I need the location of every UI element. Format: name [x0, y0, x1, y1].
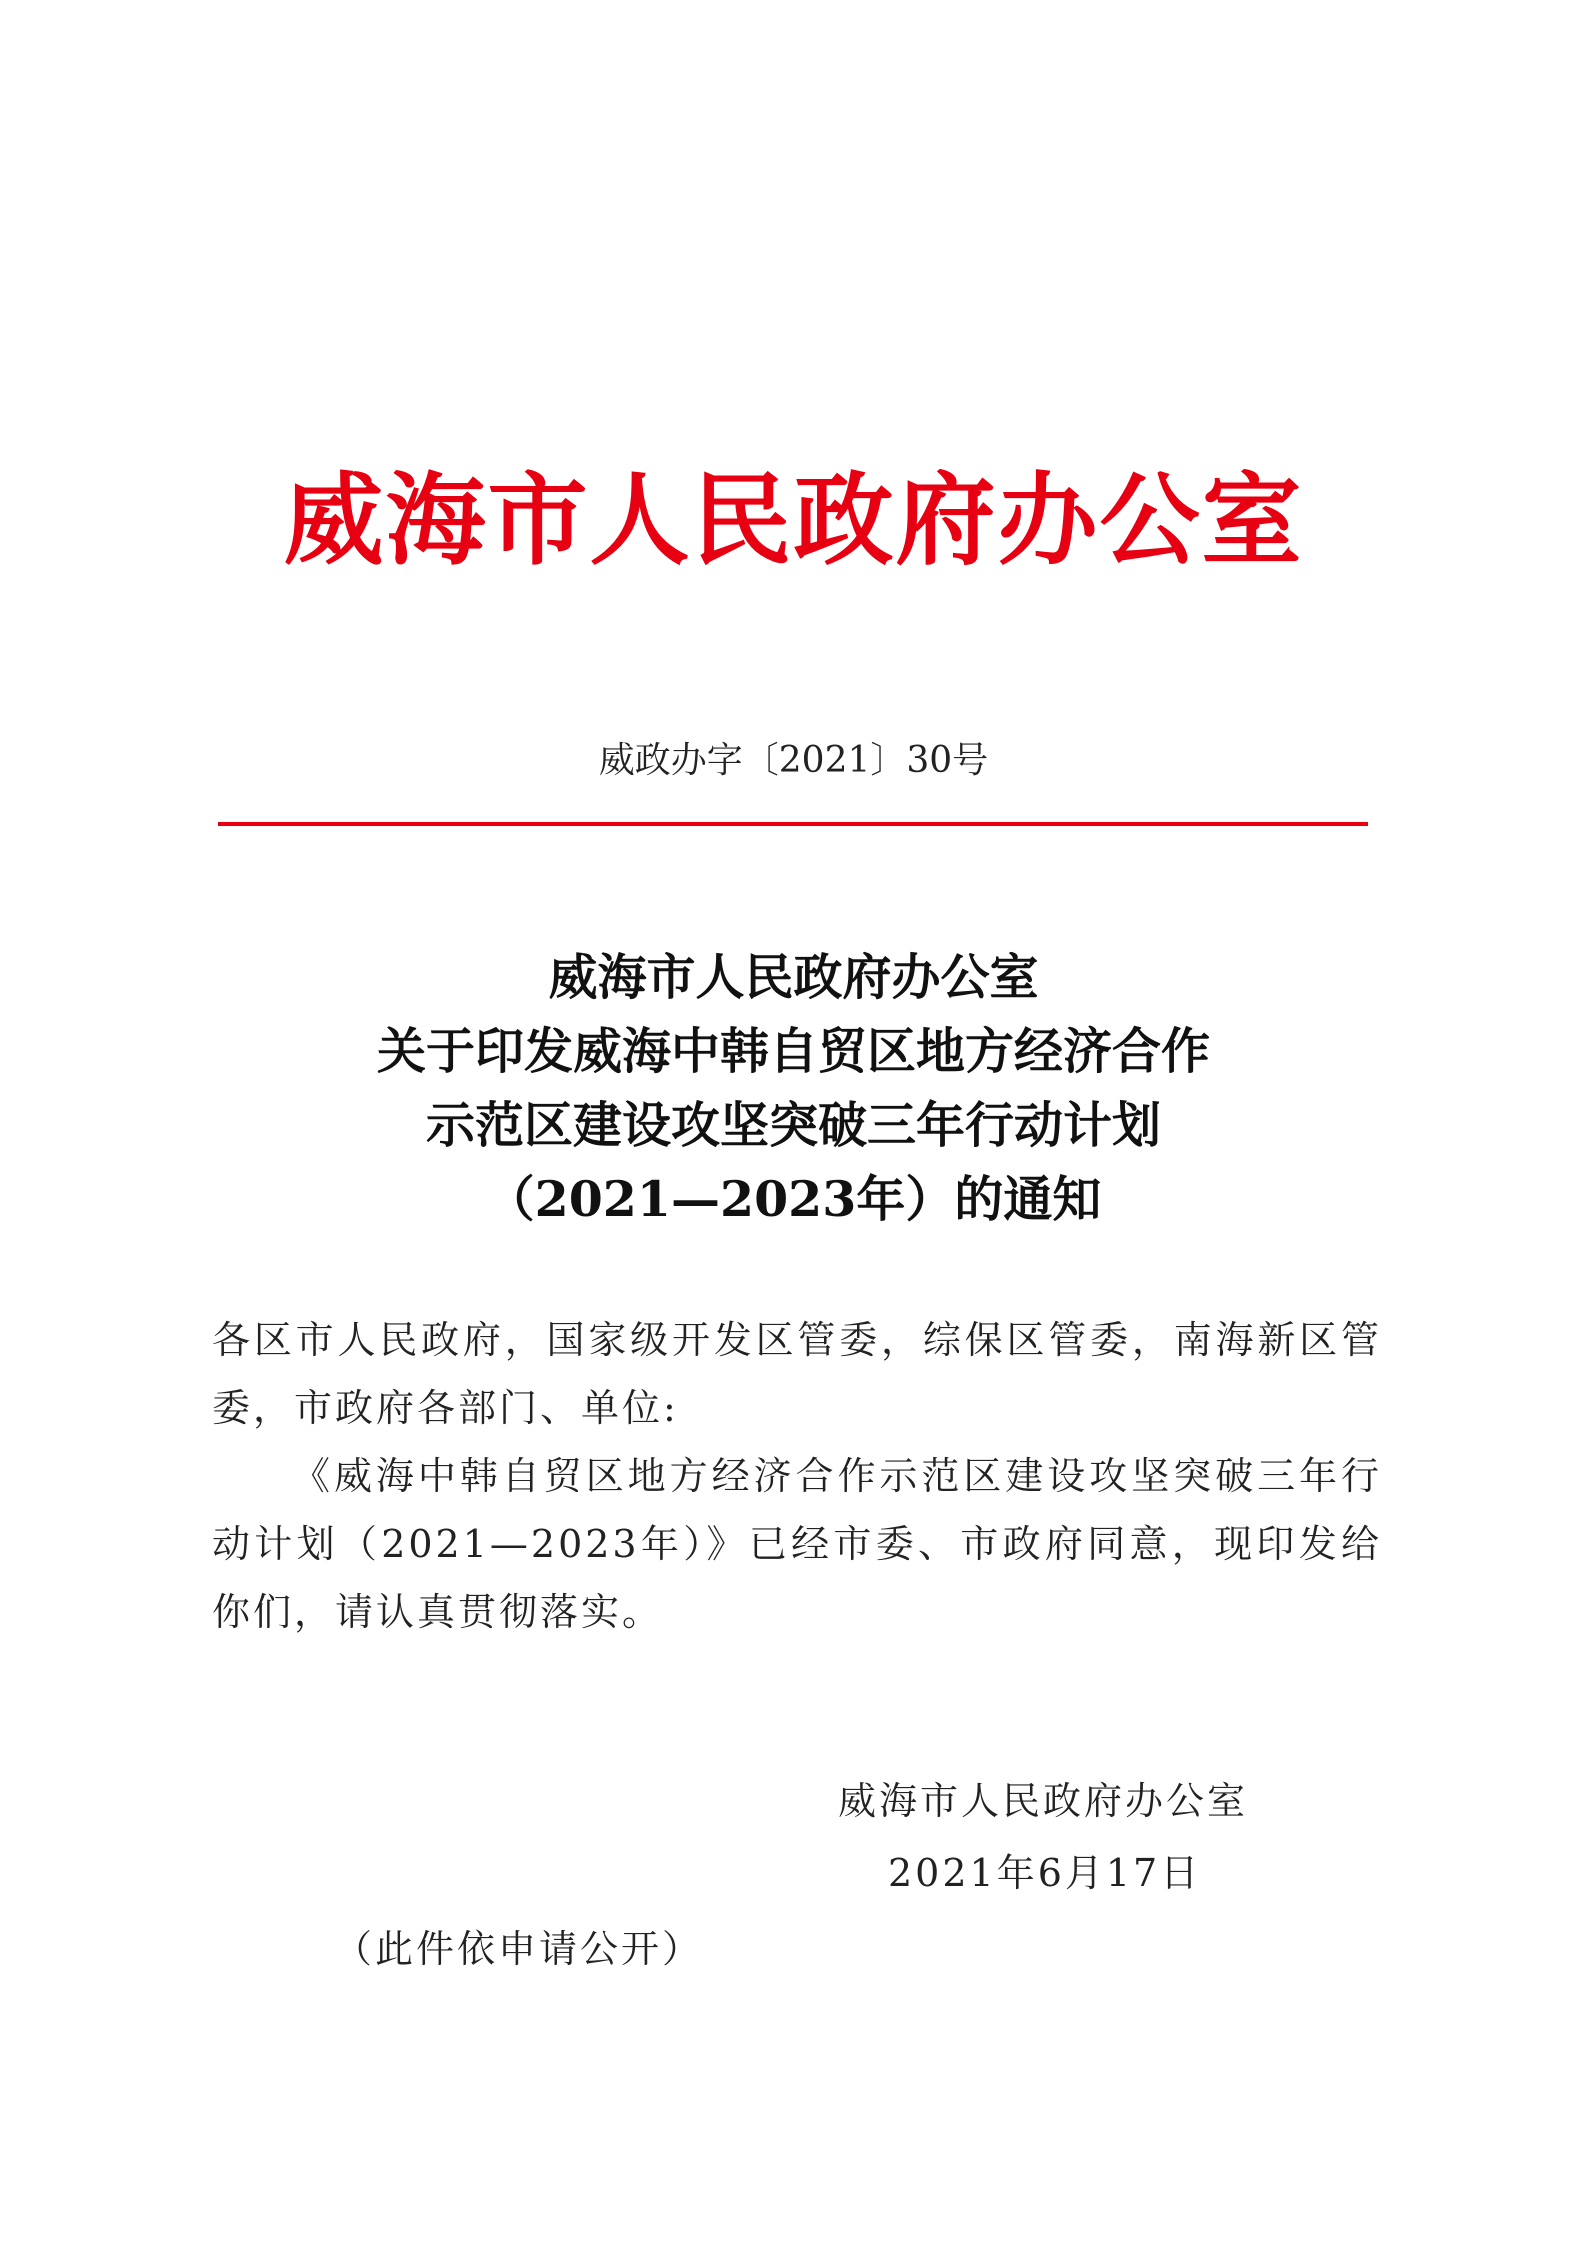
signing-office: 威海市人民政府办公室 [838, 1779, 1249, 1823]
red-separator-line [218, 822, 1368, 826]
title-line-1: 威海市人民政府办公室 [548, 948, 1039, 1006]
title-line-4: （2021—2023年）的通知 [485, 1170, 1102, 1228]
issuing-office-masthead: 威海市人民政府办公室 [283, 461, 1304, 579]
title-line-2: 关于印发威海中韩自贸区地方经济合作 [376, 1022, 1210, 1080]
document-number: 威政办字〔2021〕30号 [598, 740, 989, 781]
notice-paragraph: 《威海中韩自贸区地方经济合作示范区建设攻坚突破三年行动计划（2021—2023年）》已经市委、市政府同意，现印发给你们，请认真贯彻落实。 [212, 1454, 1382, 1634]
signing-date: 2021年6月17日 [888, 1851, 1202, 1895]
disclosure-note: （此件依申请公开） [334, 1927, 704, 1971]
addressee-list: 各区市人民政府，国家级开发区管委，综保区管委，南海新区管委，市政府各部门、单位: [212, 1318, 1382, 1430]
document-title [0, 940, 1587, 1236]
title-line-3: 示范区建设攻坚突破三年行动计划 [425, 1096, 1161, 1154]
